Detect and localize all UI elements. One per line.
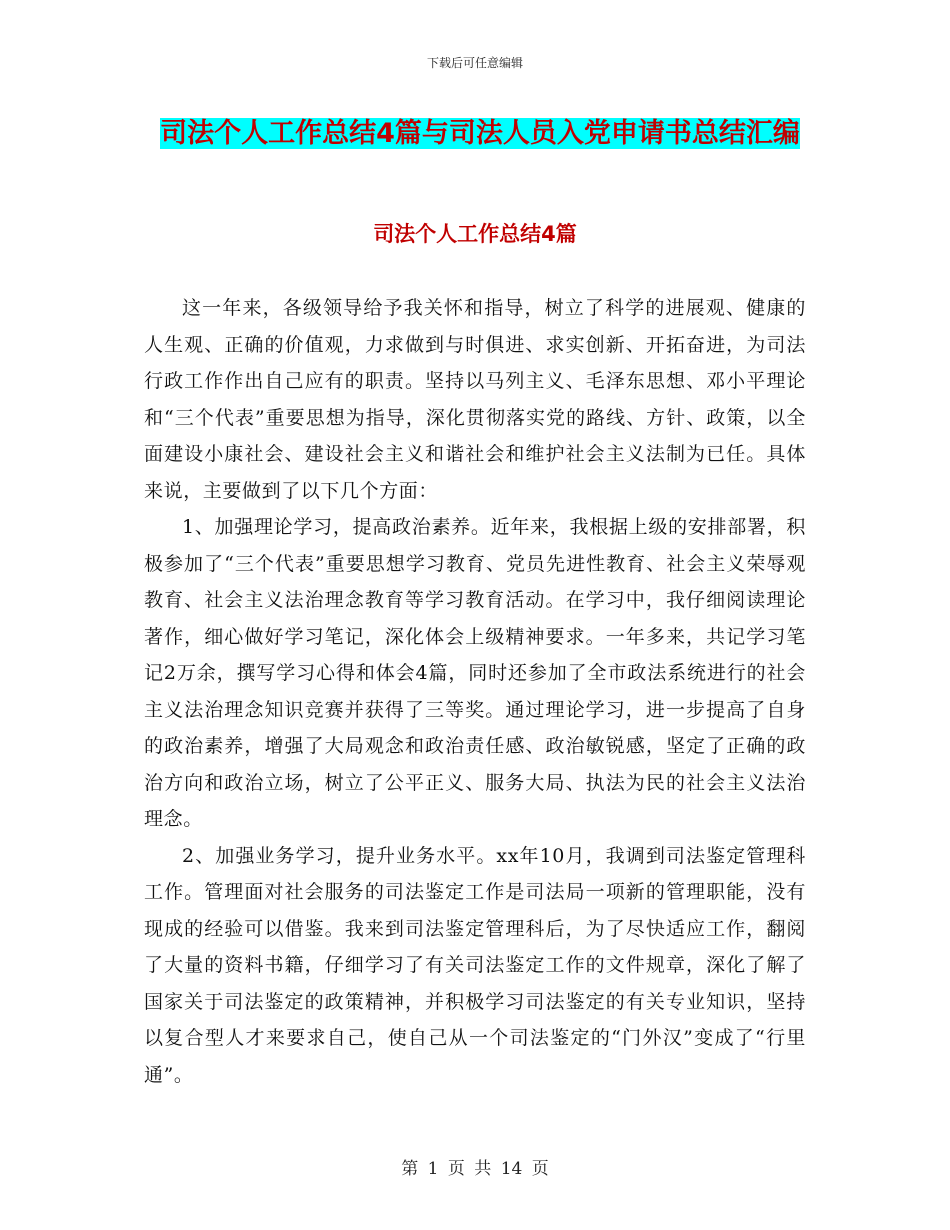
paragraph-theory-study: 1、加强理论学习，提高政治素养。近年来，我根据上级的安排部署，积极参加了“三个代表”重要思想学习教育、党员先进性教育、社会主义荣辱观教育、社会主义法治理念教育等学习教育活动。在学习中，我仔细阅读理论著作，细心做好学习笔记，深化体会上级精神要求。一年多来，共记学习笔记2万余，撰写学习心得和体会4篇，同时还参加了全市政法系统进行的社会主义法治理念知识竞赛并获得了三等奖。通过理论学习，进一步提高了自身的政治素养，增强了大局观念和政治责任感、政治敏锐感，坚定了正确的政治方向和政治立场，树立了公平正义、服务大局、执法为民的社会主义法治理念。: [144, 516, 806, 830]
paragraph-business-study: 2、加强业务学习，提升业务水平。xx年10月，我调到司法鉴定管理科工作。管理面对社会服务的司法鉴定工作是司法局一项新的管理职能，没有现成的经验可以借鉴。我来到司法鉴定管理科后，为了尽快适应工作，翻阅了大量的资料书籍，仔细学习了有关司法鉴定工作的文件规章，深化了解了国家关于司法鉴定的政策精神，并积极学习司法鉴定的有关专业知识，坚持以复合型人才来要求自己，使自己从一个司法鉴定的“门外汉”变成了“行里通”。: [144, 844, 806, 1086]
document-title-text: 司法个人工作总结4篇与司法人员入党申请书总结汇编: [160, 118, 800, 149]
section-title: 司法个人工作总结4篇: [373, 222, 577, 246]
page-header-note: 下载后可任意编辑: [426, 56, 523, 70]
document-title: [150, 108, 810, 160]
paragraph-intro: 这一年来，各级领导给予我关怀和指导，树立了科学的进展观、健康的人生观、正确的价值观，力求做到与时俱进、求实创新、开拓奋进，为司法行政工作作出自己应有的职责。坚持以马列主义、毛泽东思想、邓小平理论和“三个代表”重要思想为指导，深化贯彻落实党的路线、方针、政策，以全面建设小康社会、建设社会主义和谐社会和维护社会主义法制为已任。具体来说，主要做到了以下几个方面：: [144, 297, 806, 502]
page-number: 第 1 页 共 14 页: [401, 1159, 549, 1179]
document-body: [144, 290, 806, 1093]
